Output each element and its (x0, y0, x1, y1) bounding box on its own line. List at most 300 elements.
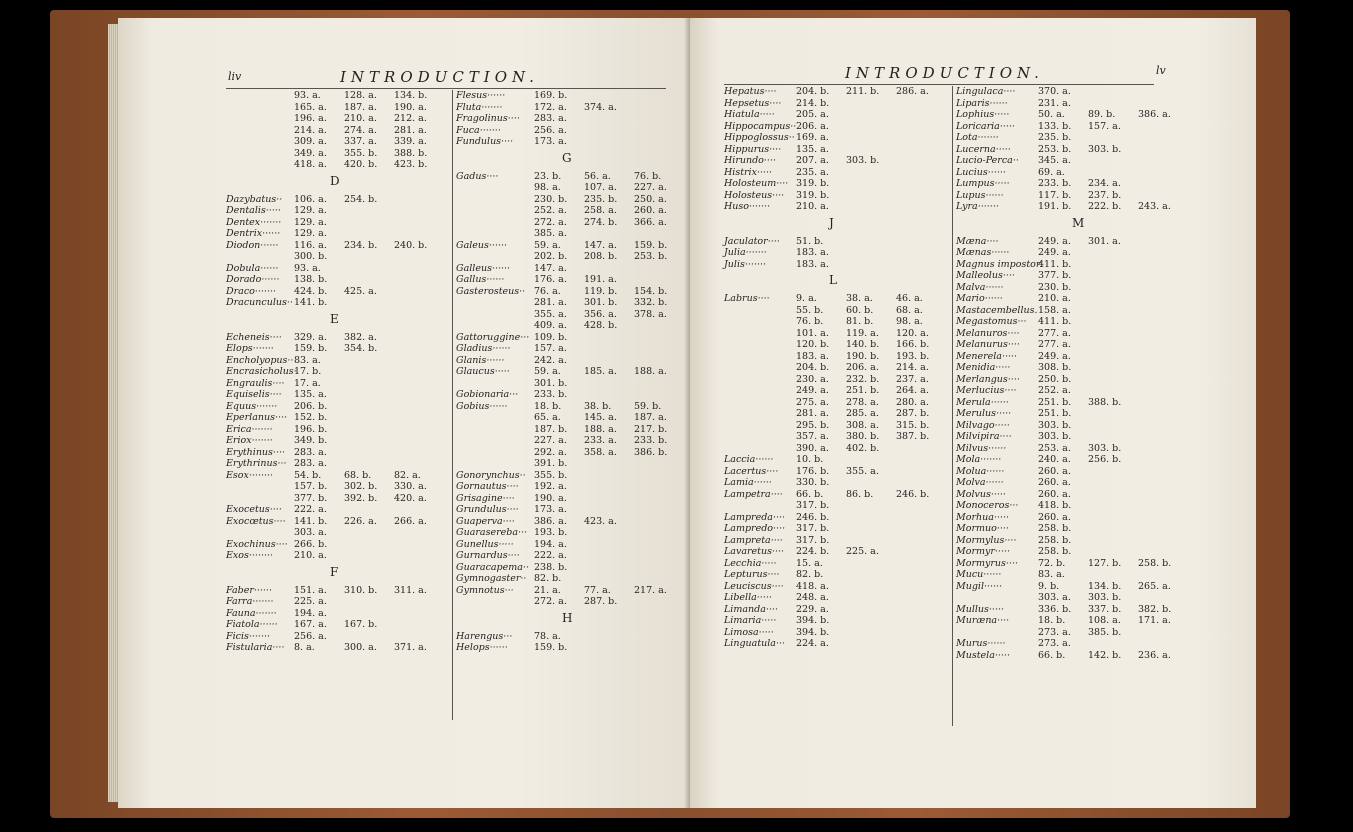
entry-name: Milvago····· (956, 419, 1010, 431)
page-reference: 423. b. (394, 159, 428, 170)
entry-name: Lacertus···· (724, 465, 779, 477)
index-entry (456, 470, 676, 482)
index-entry (956, 592, 1196, 604)
entry-name: Mullus····· (956, 603, 1005, 615)
page-reference: 300. b. (294, 251, 328, 262)
index-entry (456, 343, 676, 355)
index-entry (956, 615, 1196, 627)
entry-name: Murus······ (956, 638, 1006, 649)
entry-name: Exocœtus···· (226, 515, 286, 527)
page-reference: 77. a. (584, 584, 611, 596)
page-reference: 185. a. (584, 366, 617, 377)
index-entry (956, 535, 1196, 547)
index-entry (456, 389, 676, 401)
page-reference: 210. a. (344, 113, 377, 124)
page-reference: 214. a. (294, 124, 327, 136)
page-reference: 237. a. (896, 373, 929, 385)
entry-name: Mormyr····· (956, 546, 1011, 557)
entry-name: Dazybatus·· (226, 193, 283, 205)
page-reference: 329. a. (294, 331, 327, 343)
index-entry (226, 481, 441, 493)
entry-name: Mugil······ (956, 580, 1003, 592)
entry-name: Elops······· (226, 343, 274, 354)
page-reference: 317. b. (796, 500, 830, 511)
page-reference: 157. b. (294, 481, 328, 492)
page-reference: 206. a. (846, 362, 879, 373)
page-reference: 140. b. (846, 339, 880, 350)
entry-name: Gobionaria··· (456, 389, 519, 400)
section-letter-text: J (829, 215, 834, 230)
page-reference: 78. a. (534, 630, 561, 642)
entry-name: Encrasicholus· (226, 366, 297, 377)
page-reference: 190. b. (846, 350, 880, 362)
entry-name: Gobius······ (456, 400, 508, 412)
entry-name: Mola······· (956, 454, 1002, 465)
entry-name: Fluta······· (456, 101, 503, 113)
entry-name: Lumpus····· (956, 178, 1010, 189)
running-header: INTRODUCTION. (340, 68, 539, 86)
page-reference: 260. a. (1038, 488, 1071, 500)
entry-name: Lampreta···· (724, 534, 783, 546)
index-entry (456, 217, 676, 229)
page-reference: 382. a. (344, 331, 377, 343)
index-entry (956, 431, 1196, 443)
index-entry (226, 585, 441, 597)
entry-name: Erica······· (226, 423, 273, 435)
page-reference: 253. b. (634, 251, 668, 262)
index-entry (724, 523, 942, 535)
page-reference: 38. b. (584, 400, 612, 412)
entry-name: Lyra······· (956, 201, 999, 212)
entry-name: Leuciscus···· (724, 580, 784, 592)
section-letter-text: E (330, 311, 339, 326)
index-entry (956, 190, 1196, 202)
page-reference: 51. b. (796, 235, 824, 247)
entry-name: Hepatus···· (724, 86, 777, 97)
page-reference: 38. a. (846, 293, 873, 304)
page-reference: 319. b. (796, 178, 830, 189)
index-entry (456, 274, 676, 286)
entry-name: Mario······ (956, 293, 1003, 304)
page-reference: 157. a. (534, 343, 567, 354)
page-reference: 187. b. (534, 423, 568, 435)
page-reference: 337. a. (344, 136, 377, 147)
index-entry (226, 332, 441, 344)
index-entry (956, 121, 1196, 133)
entry-name: Dobula······ (226, 262, 279, 274)
entry-name: Mæna···· (956, 235, 999, 247)
page-reference: 214. b. (796, 97, 830, 109)
page-reference: 242. a. (534, 354, 567, 366)
page-reference: 377. b. (1038, 270, 1072, 281)
index-entry (456, 447, 676, 459)
entry-name: Lophius····· (956, 109, 1010, 120)
page-reference: 387. b. (896, 431, 930, 442)
page-reference: 210. a. (796, 201, 829, 212)
entry-name: Gornautus···· (456, 481, 519, 492)
index-entry (724, 316, 942, 328)
page-number: liv (228, 70, 242, 83)
index-entry (456, 355, 676, 367)
index-entry (956, 144, 1196, 156)
page-reference: 23. b. (534, 170, 562, 182)
entry-name: Julis······· (724, 258, 767, 270)
index-entry (724, 627, 942, 639)
entry-name: Glaucus····· (456, 366, 510, 377)
index-entry (724, 155, 942, 167)
page-reference: 159. b. (634, 239, 668, 251)
entry-name: Guarasereba··· (456, 527, 528, 538)
page-reference: 300. a. (344, 642, 377, 653)
index-entry (956, 362, 1196, 374)
entry-name: Histrix····· (724, 166, 773, 178)
index-entry (226, 205, 441, 217)
page-reference: 187. a. (344, 101, 377, 113)
index-entry (456, 504, 676, 516)
index-entry (956, 638, 1196, 650)
entry-name: Dentex······· (226, 216, 282, 228)
page-reference: 309. a. (294, 136, 327, 147)
index-entry (226, 366, 441, 378)
entry-name: Mormyrus···· (956, 557, 1018, 569)
page-reference: 204. b. (796, 362, 830, 373)
entry-name: Molvus····· (956, 488, 1006, 500)
page-reference: 354. b. (344, 343, 378, 354)
entry-name: Exos········ (226, 550, 274, 561)
page-reference: 292. a. (534, 446, 567, 458)
page-reference: 424. b. (294, 285, 328, 297)
index-entry (456, 458, 676, 470)
entry-name: Mastacembellus. (956, 304, 1038, 316)
page-reference: 250. a. (634, 193, 667, 205)
page-reference: 128. a. (344, 90, 377, 101)
page-reference: 330. a. (394, 481, 427, 492)
section-letter-text: L (829, 273, 837, 287)
entry-name: Holosteus···· (724, 189, 785, 201)
index-entry (956, 132, 1196, 144)
page-reference: 98. a. (534, 182, 561, 193)
index-entry (226, 504, 441, 516)
entry-name: Limosa····· (724, 626, 774, 638)
index-entry (226, 608, 441, 620)
page-reference: 254. b. (344, 193, 378, 205)
entry-name: Dentrix······ (226, 228, 281, 239)
entry-name: Lepturus···· (724, 569, 780, 580)
index-entry (724, 374, 942, 386)
page-reference: 167. b. (344, 619, 378, 630)
page-reference: 205. a. (796, 109, 829, 120)
index-entry (724, 581, 942, 593)
index-entry (226, 251, 441, 263)
page-reference: 358. a. (584, 446, 617, 458)
page-reference: 210. a. (1038, 293, 1071, 304)
index-entry (456, 550, 676, 562)
entry-name: Julia······· (724, 247, 767, 258)
page-reference: 317. b. (796, 523, 830, 534)
page-reference: 158. a. (1038, 304, 1071, 316)
page-reference: 349. b. (294, 435, 328, 446)
index-entry (226, 355, 441, 367)
page-reference: 286. a. (896, 86, 929, 97)
page-reference: 258. a. (584, 205, 617, 216)
page-reference: 21. a. (534, 584, 561, 596)
page-reference: 176. b. (796, 465, 830, 477)
index-entry (456, 435, 676, 447)
index-entry (226, 274, 441, 286)
page-reference: 60. b. (846, 304, 874, 316)
index-entry (956, 178, 1196, 190)
page-reference: 232. b. (846, 373, 880, 385)
page-reference: 258. b. (1138, 557, 1172, 569)
index-entry (724, 431, 942, 443)
index-entry (724, 408, 942, 420)
page-reference: 302. b. (344, 481, 378, 492)
entry-name: Mænas······ (956, 247, 1010, 258)
page-reference: 253. b. (1038, 143, 1072, 155)
page-reference: 366. a. (634, 216, 667, 228)
page-reference: 230. b. (534, 193, 568, 205)
index-entry (956, 328, 1196, 340)
section-letter-text: D (330, 173, 340, 188)
index-entry (226, 125, 441, 137)
page-reference: 83. a. (294, 354, 321, 366)
index-entry (226, 458, 441, 470)
page-reference: 235. b. (584, 193, 618, 205)
section-letter-text: M (1072, 215, 1085, 230)
page-reference: 147. a. (534, 262, 567, 274)
column-rule (952, 86, 953, 726)
page-reference: 176. a. (534, 274, 567, 285)
page-reference: 183. a. (796, 247, 829, 258)
index-entry (724, 558, 942, 570)
entry-name: Linguatula··· (724, 638, 786, 649)
page-reference: 15. a. (796, 557, 823, 569)
entry-name: Milvus······ (956, 442, 1007, 454)
page-reference: 272. a. (534, 216, 567, 228)
index-entry (226, 228, 441, 240)
page-reference: 423. a. (584, 515, 617, 527)
page-reference: 272. a. (534, 596, 567, 607)
page-reference: 420. b. (344, 159, 378, 170)
page-reference: 301. a. (1088, 235, 1121, 247)
index-entry (724, 477, 942, 489)
page-reference: 89. b. (1088, 109, 1116, 120)
index-entry (226, 136, 441, 148)
page-reference: 233. b. (1038, 178, 1072, 189)
entry-name: Merulus····· (956, 408, 1012, 419)
index-entry (956, 512, 1196, 524)
index-entry (724, 201, 942, 213)
page-reference: 357. a. (796, 431, 829, 442)
index-entry (456, 205, 676, 217)
index-entry (226, 102, 441, 114)
entry-name: Hippurus···· (724, 143, 782, 155)
page-reference: 204. b. (796, 86, 830, 97)
entry-name: Monoceros··· (956, 500, 1019, 511)
index-entry (226, 194, 441, 206)
page-reference: 249. a. (1038, 350, 1071, 362)
index-entry (724, 98, 942, 110)
index-entry (226, 401, 441, 413)
entry-name: Lampredo···· (724, 523, 786, 534)
page-reference: 151. a. (294, 584, 327, 596)
page-reference: 380. b. (846, 431, 880, 442)
page-reference: 108. a. (1088, 615, 1121, 626)
index-entry (956, 270, 1196, 282)
entry-name: Fistularia···· (226, 642, 285, 653)
page-reference: 72. b. (1038, 557, 1066, 569)
index-entry (456, 424, 676, 436)
index-entry (226, 424, 441, 436)
page-reference: 101. a. (796, 327, 829, 339)
index-entry (226, 631, 441, 643)
page-reference: 339. a. (394, 136, 427, 147)
page-reference: 266. b. (294, 538, 328, 550)
index-entry (956, 339, 1196, 351)
index-entry (226, 493, 441, 505)
page-reference: 310. b. (344, 584, 378, 596)
entry-name: Lota······· (956, 132, 999, 143)
page-reference: 211. b. (846, 86, 880, 97)
page-reference: 355. b. (344, 147, 378, 159)
index-entry (226, 217, 441, 229)
index-entry (724, 592, 942, 604)
page-reference: 59. a. (534, 366, 561, 377)
page-reference: 311. a. (394, 584, 427, 596)
index-entry (226, 263, 441, 275)
page-reference: 386. a. (1138, 109, 1171, 120)
index-entry (956, 236, 1196, 248)
index-entry (724, 178, 942, 190)
index-entry (956, 477, 1196, 489)
page-reference: 385. b. (1088, 626, 1122, 638)
entry-name: Lucio-Perca·· (956, 155, 1019, 166)
section-letter (226, 309, 441, 332)
entry-name: Grundulus···· (456, 504, 519, 515)
index-entry (956, 86, 1196, 98)
index-entry (226, 619, 441, 631)
page-reference: 152. b. (294, 412, 328, 423)
page-reference: 229. a. (796, 603, 829, 615)
index-entry (456, 539, 676, 551)
page-reference: 66. b. (796, 488, 824, 500)
page-reference: 134. b. (1088, 580, 1122, 592)
index-entry (456, 309, 676, 321)
page-reference: 129. a. (294, 216, 327, 228)
entry-name: Menidia····· (956, 362, 1011, 373)
page-reference: 129. a. (294, 228, 327, 239)
page-reference: 224. a. (796, 638, 829, 649)
index-entry (724, 638, 942, 650)
page-reference: 418. b. (1038, 500, 1072, 511)
index-entry (956, 546, 1196, 558)
page-reference: 281. a. (796, 408, 829, 419)
entry-name: Lecchia····· (724, 557, 777, 569)
page-reference: 165. a. (294, 101, 327, 113)
index-entry (226, 642, 441, 654)
page-reference: 147. a. (584, 239, 617, 251)
page-reference: 134. b. (394, 90, 428, 101)
entry-name: Guaperva···· (456, 515, 515, 527)
page-reference: 283. a. (534, 113, 567, 124)
page-reference: 217. a. (634, 584, 667, 596)
index-entry (226, 159, 441, 171)
page-reference: 251. b. (1038, 408, 1072, 419)
entry-name: Fauna······· (226, 607, 277, 619)
page-reference: 388. b. (394, 147, 428, 159)
entry-name: Mormuo···· (956, 523, 1009, 534)
entry-name: Merula······ (956, 396, 1009, 408)
page-reference: 246. b. (796, 511, 830, 523)
index-entry (956, 293, 1196, 305)
page-reference: 411. b. (1038, 316, 1072, 327)
page-reference: 222. a. (294, 504, 327, 515)
entry-name: Hippocampus·· (724, 120, 797, 132)
page-reference: 120. b. (796, 339, 830, 350)
index-entry (724, 351, 942, 363)
page-reference: 317. b. (796, 534, 830, 546)
page-reference: 193. b. (896, 350, 930, 362)
entry-name: Mucu······ (956, 569, 1002, 580)
entry-name: Farra······· (226, 596, 274, 607)
page-reference: 17. b. (294, 366, 322, 377)
entry-name: Erythinus···· (226, 446, 286, 458)
page-reference: 227. a. (634, 182, 667, 193)
entry-name: Laccia······ (724, 454, 774, 465)
index-entry (724, 362, 942, 374)
page-reference: 135. a. (796, 143, 829, 155)
index-entry (724, 121, 942, 133)
index-entry (724, 293, 942, 305)
entry-name: Mormylus···· (956, 534, 1017, 546)
entry-name: Fundulus···· (456, 136, 514, 147)
page-reference: 183. a. (796, 350, 829, 362)
page-reference: 260. a. (634, 205, 667, 216)
entry-name: Diodon······ (226, 239, 279, 251)
entry-name: Encholyopus·· (226, 354, 294, 366)
page-reference: 188. a. (634, 366, 667, 377)
page-reference: 258. b. (1038, 523, 1072, 534)
page-reference: 409. a. (534, 320, 567, 331)
section-letter (724, 270, 942, 293)
page-reference: 83. a. (1038, 569, 1065, 580)
page-reference: 303. a. (294, 527, 327, 538)
page-reference: 82. a. (394, 469, 421, 481)
index-entry (956, 650, 1196, 662)
page-reference: 68. a. (896, 304, 923, 316)
index-entry (956, 454, 1196, 466)
section-letter (456, 608, 676, 631)
page-reference: 145. a. (584, 412, 617, 423)
page-reference: 235. a. (796, 166, 829, 178)
entry-name: Lucius······ (956, 166, 1006, 178)
page-reference: 240. a. (1038, 454, 1071, 465)
page-reference: 303. b. (1088, 143, 1122, 155)
index-entry (226, 297, 441, 309)
index-entry (456, 113, 676, 125)
page-reference: 315. b. (896, 419, 930, 431)
page-reference: 55. b. (796, 304, 824, 316)
page-reference: 308. a. (846, 419, 879, 431)
page-reference: 202. b. (534, 251, 568, 262)
entry-name: Hippoglossus·· (724, 132, 795, 143)
entry-name: Echeneis···· (226, 331, 282, 343)
entry-name: Gattoruggine··· (456, 331, 530, 343)
page-reference: 303. a. (1038, 592, 1071, 603)
page-reference: 392. b. (344, 492, 378, 504)
entry-name: Liparis······ (956, 97, 1008, 109)
index-entry (724, 615, 942, 627)
